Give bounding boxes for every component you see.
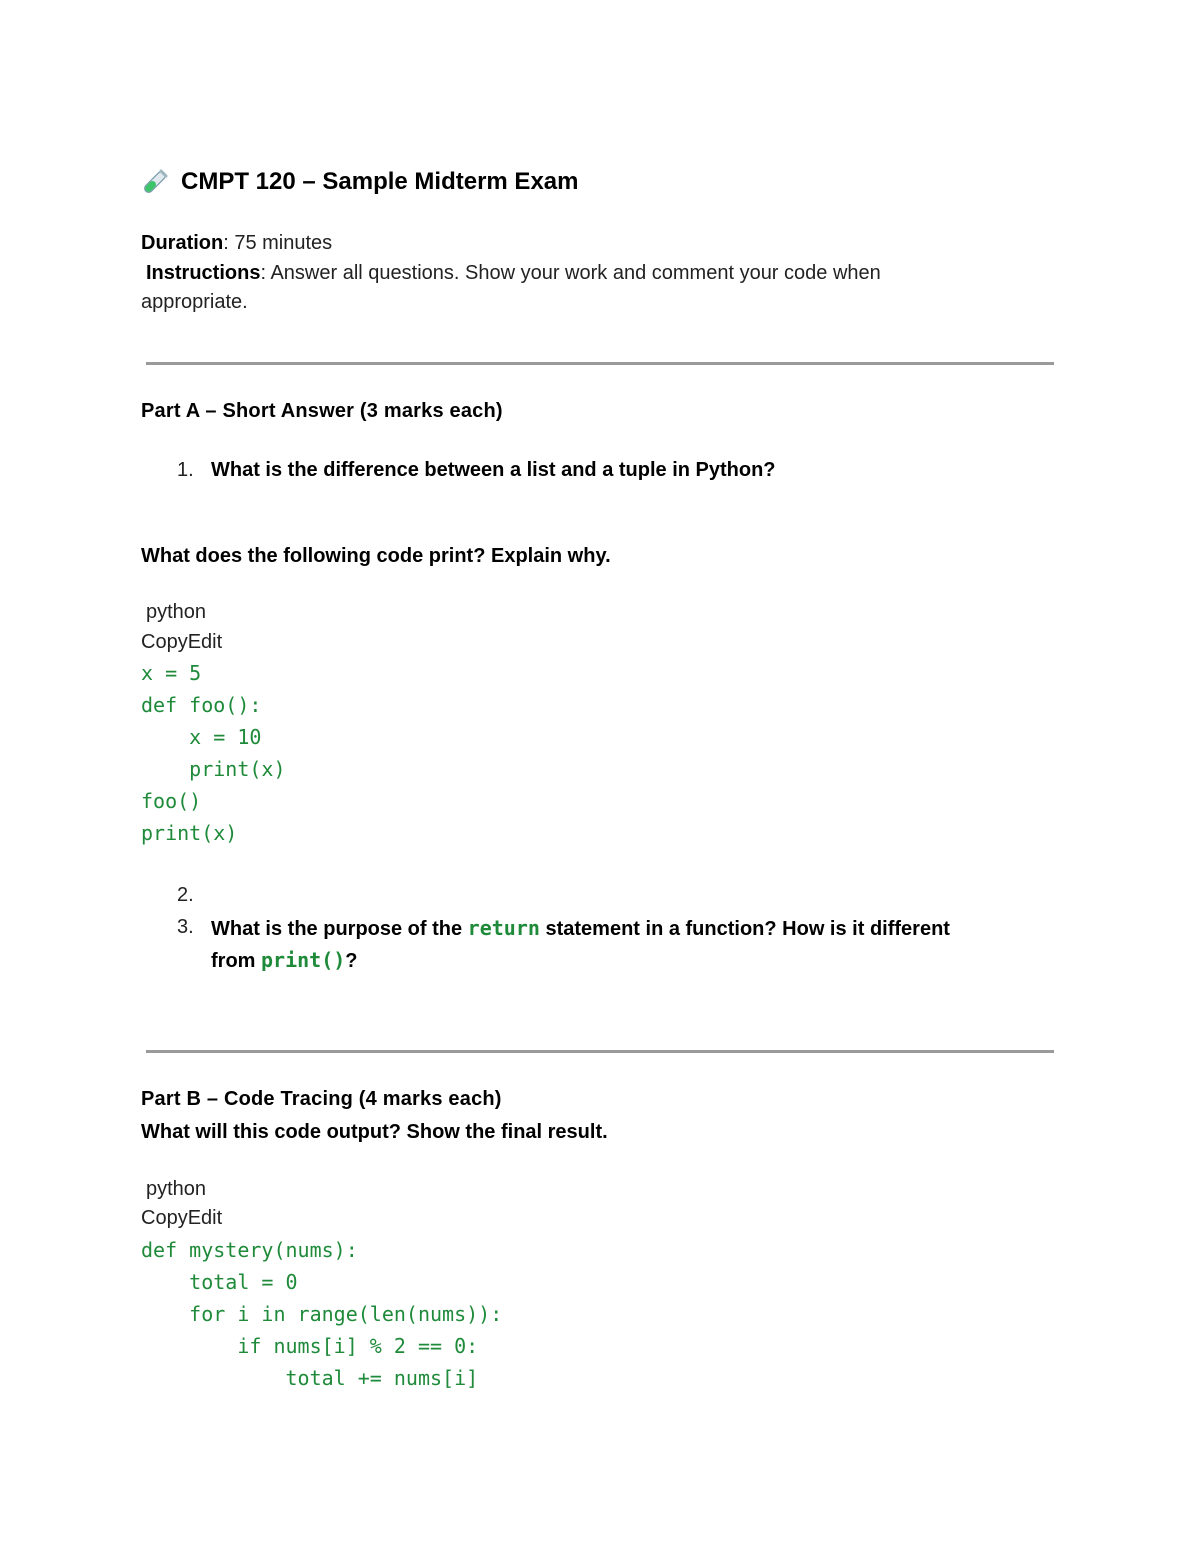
part-a-heading: Part A – Short Answer (3 marks each) — [141, 400, 503, 422]
question-3-line-2 — [211, 948, 358, 973]
question-2-text: What does the following code print? Explain why. — [141, 545, 611, 567]
question-number: 1. — [177, 459, 194, 481]
duration-line — [141, 232, 332, 255]
code-line: x = 10 — [141, 725, 262, 749]
question-3-line2-pre: from — [211, 950, 261, 972]
code-line: for i in range(len(nums)): — [141, 1302, 503, 1326]
copy-edit-button[interactable]: CopyEdit — [141, 1207, 223, 1229]
duration-value: : 75 minutes — [223, 232, 333, 254]
page-title — [141, 168, 578, 196]
question-3-mid: statement in a function? How is it different — [539, 918, 950, 940]
code-line: print(x) — [141, 821, 238, 845]
code-line: x = 5 — [141, 661, 202, 685]
inline-code-print: print() — [261, 948, 346, 972]
code-line: def mystery(nums): — [141, 1238, 358, 1262]
question-3-line2-post: ? — [345, 950, 358, 972]
code-line: total = 0 — [141, 1270, 298, 1294]
instructions-line — [146, 262, 881, 285]
instructions-text-1: : Answer all questions. Show your work and comment your code when — [260, 262, 881, 284]
question-1-text: What is the difference between a list and a tuple in Python? — [211, 459, 776, 481]
instructions-text-2: appropriate. — [141, 291, 248, 313]
code-block-b — [141, 1234, 502, 1394]
duration-label: Duration — [141, 232, 224, 254]
code-line: foo() — [141, 789, 202, 813]
code-line: if nums[i] % 2 == 0: — [141, 1334, 479, 1358]
question-number: 3. — [177, 916, 194, 938]
part-b-heading: Part B – Code Tracing (4 marks each) — [141, 1088, 502, 1110]
code-language-label: python — [146, 1178, 207, 1200]
code-block-a — [141, 657, 286, 849]
part-b-prompt: What will this code output? Show the final result. — [141, 1121, 608, 1143]
code-line: total += nums[i] — [141, 1366, 479, 1390]
divider — [146, 362, 1054, 365]
test-tube-icon — [141, 168, 169, 196]
code-language-label: python — [146, 601, 207, 623]
inline-code-return: return — [467, 916, 540, 940]
code-line: def foo(): — [141, 693, 262, 717]
instructions-label: Instructions — [146, 262, 261, 284]
question-3-pre: What is the purpose of the — [211, 918, 468, 940]
question-3-text — [211, 916, 950, 941]
code-line: print(x) — [141, 757, 286, 781]
question-number: 2. — [177, 884, 194, 906]
title-text: CMPT 120 – Sample Midterm Exam — [181, 168, 579, 195]
copy-edit-button[interactable]: CopyEdit — [141, 631, 223, 653]
divider — [146, 1050, 1054, 1053]
